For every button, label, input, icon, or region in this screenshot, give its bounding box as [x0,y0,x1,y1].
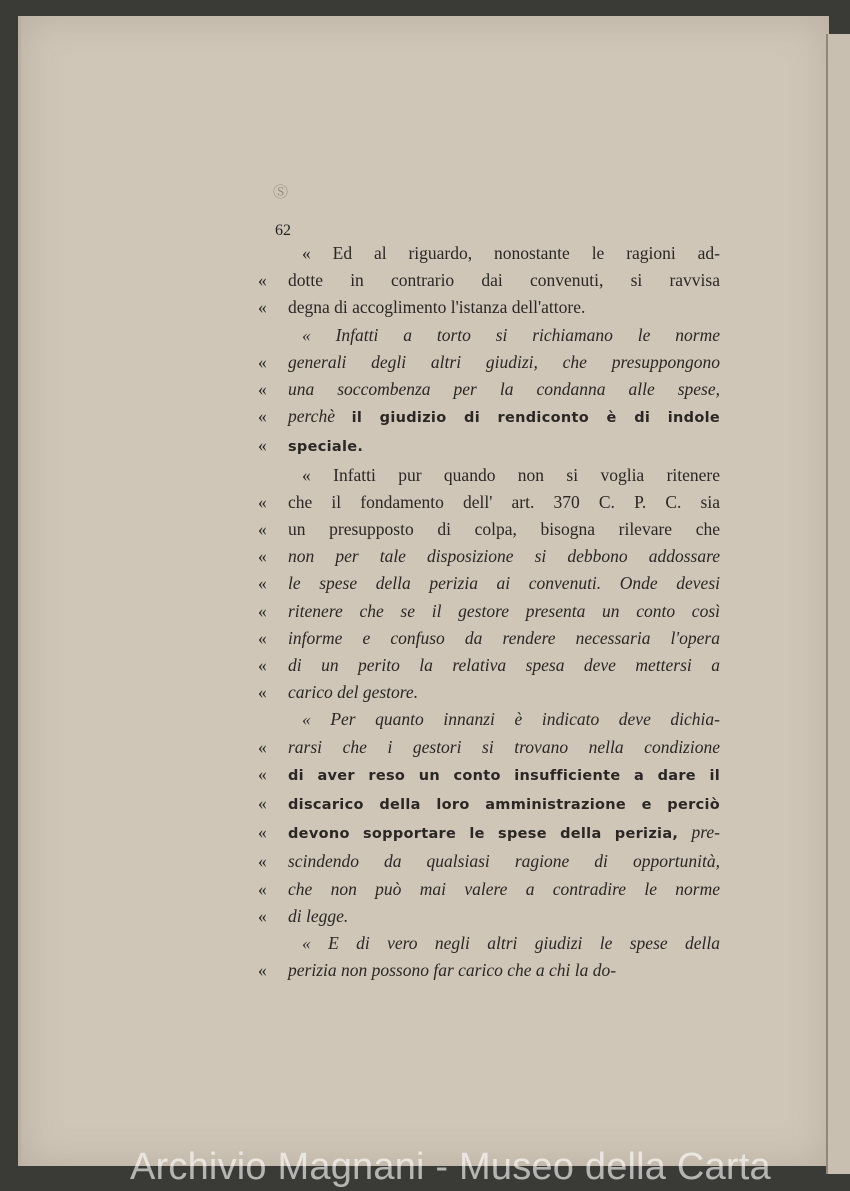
quote-mark: « [258,878,267,899]
text-segment: perchè [288,406,352,427]
text-line [258,516,720,543]
quote-mark: « [258,379,267,400]
next-page-edge [826,34,850,1174]
text-line [258,462,720,489]
text-line [258,819,720,848]
quote-mark: « [258,682,267,703]
quote-mark: « [258,736,267,757]
quote-mark: « [258,763,267,784]
quote-mark: « [258,546,267,567]
paragraph [258,322,720,462]
page-number: 62 [275,222,291,239]
quote-mark: « [258,793,267,814]
text-line [258,403,720,432]
text-line [258,570,720,597]
paragraph [258,706,720,930]
text-line [258,267,720,294]
text-segment: un presupposto di colpa, bisogna rilevare che [288,519,720,540]
text-segment: carico del gestore. [288,682,419,703]
text-line [258,903,720,930]
text-segment: pre- [691,822,720,843]
text-line [258,957,720,984]
quote-mark: « [258,822,267,843]
text-line [258,876,720,903]
text-segment: di un perito la relativa spesa deve mettersi a [288,655,720,676]
text-line [258,625,720,652]
text-line [258,848,720,875]
text-segment: che non può mai valere a contradire le norme [288,878,720,899]
text-segment: generali degli altri giudizi, che presuppongono [288,351,720,372]
page-body-text [258,240,720,984]
text-line [258,790,720,819]
text-segment: « E di vero negli altri giudizi le spese della [302,933,720,954]
text-segment: le spese della perizia ai convenuti. Onde devesi [288,573,720,594]
quote-mark: « [258,519,267,540]
text-segment: di aver reso un conto insufficiente a dare il [288,767,720,784]
text-segment: speciale. [288,439,364,456]
text-segment: degna di accoglimento l'istanza dell'attore. [288,297,586,318]
paragraph [258,930,720,984]
text-segment: informe e confuso da rendere necessaria l'opera [288,627,720,648]
text-segment: dotte in contrario dai convenuti, si ravvisa [288,270,720,291]
text-segment: non per tale disposizione si debbono addossare [288,546,720,567]
text-segment: ritenere che se il gestore presenta un conto così [288,600,720,621]
text-line [258,376,720,403]
paragraph [258,462,720,707]
text-segment: il giudizio di rendiconto è di indole [351,410,720,427]
text-line [258,543,720,570]
page-stamp-mark: Ⓢ [273,185,289,201]
text-segment: discarico della loro amministrazione e perciò [288,797,720,814]
quote-mark: « [258,351,267,372]
text-segment: « Ed al riguardo, nonostante le ragioni ad- [302,243,720,263]
quote-mark: « [258,960,267,981]
text-line [258,930,720,957]
quote-mark: « [258,491,267,512]
text-segment: scindendo da qualsiasi ragione di opportunità, [288,851,720,872]
text-segment: devono sopportare le spese della perizia, [288,826,692,843]
text-segment: di legge. [288,905,349,926]
quote-mark: « [258,270,267,291]
text-line [258,489,720,516]
text-line [258,761,720,790]
text-line [258,322,720,349]
quote-mark: « [258,627,267,648]
text-segment: che il fondamento dell' art. 370 C. P. C. sia [288,491,720,512]
quote-mark: « [258,406,267,427]
quote-mark: « [258,435,267,456]
text-line [258,349,720,376]
text-line [258,706,720,733]
text-line [258,598,720,625]
text-segment: una soccombenza per la condanna alle spese, [288,379,720,400]
text-line [258,240,720,267]
text-line [258,652,720,679]
text-line [258,432,720,461]
text-line [258,734,720,761]
text-segment: perizia non possono far carico che a chi la do- [288,960,617,981]
text-segment: « Infatti a torto si richiamano le norme [302,324,720,345]
quote-mark: « [258,600,267,621]
quote-mark: « [258,655,267,676]
quote-mark: « [258,573,267,594]
quote-mark: « [258,851,267,872]
text-line [258,679,720,706]
quote-mark: « [258,905,267,926]
text-line [258,294,720,321]
text-segment: « Per quanto innanzi è indicato deve dichia- [302,709,720,730]
text-segment: rarsi che i gestori si trovano nella condizione [288,736,720,757]
paragraph [258,240,720,322]
archive-watermark: Archivio Magnani - Museo della Carta [130,1146,771,1188]
text-segment: « Infatti pur quando non si voglia ritenere [302,464,720,485]
quote-mark: « [258,297,267,318]
